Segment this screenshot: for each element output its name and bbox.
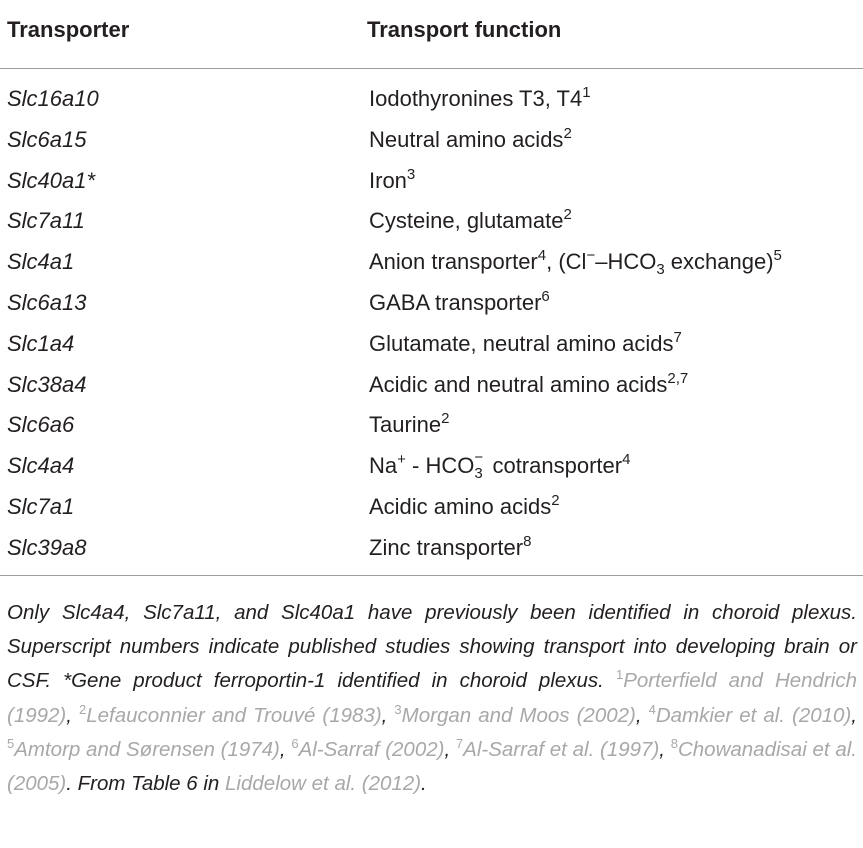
- transporter-name: Slc40a1*: [7, 167, 96, 193]
- transporter-name: Slc6a13: [7, 289, 87, 315]
- transporter-name: Slc16a10: [7, 86, 99, 111]
- transport-function: Zinc transporter$^8$: [369, 532, 532, 560]
- reference-link[interactable]: Lefauconnier and Trouvé (1983): [86, 703, 382, 727]
- table-row: [0, 123, 863, 164]
- table-row: [0, 449, 863, 490]
- table-row: [0, 164, 863, 205]
- table-body: [0, 82, 863, 572]
- transport-function: Anion transporter$^4$, ($Cl^--HCO_3$ exchange)$^5$: [369, 247, 782, 279]
- transporter-name: Slc1a4: [7, 330, 75, 356]
- table-row: [0, 82, 863, 123]
- transporter-name: Slc38a4: [7, 371, 87, 397]
- table-row: [0, 245, 863, 286]
- column-header-transporter: Transporter: [7, 17, 130, 42]
- table-row: [0, 368, 863, 409]
- column-header-function: Transport function: [367, 17, 562, 42]
- reference-link[interactable]: Porterfield and Hendrich (1992): [7, 669, 857, 727]
- reference-link[interactable]: Liddelow et al. (2012): [225, 772, 422, 796]
- header-rule: [0, 68, 863, 69]
- table-row: [0, 327, 863, 368]
- transporter-name: Slc4a4: [7, 453, 75, 479]
- transport-function: Cysteine, glutamate$^2$: [369, 206, 572, 234]
- table-row: [0, 531, 863, 572]
- reference-link[interactable]: Chowanadisai et al. (2005): [7, 737, 857, 796]
- transporter-name: Slc6a15: [7, 126, 87, 152]
- reference-link[interactable]: Amtorp and Sørensen (1974): [14, 737, 280, 761]
- transport-function: Na+ - HCO − 3 cotransporter$^4$: [369, 449, 631, 483]
- transport-function: Iodothyronines T3, $T4^1$: [369, 84, 591, 111]
- table-row: [0, 408, 863, 449]
- table-row: [0, 204, 863, 245]
- transport-function: Acidic amino acids$^2$: [369, 491, 560, 519]
- transport-function: Taurine$^2$: [369, 410, 450, 438]
- table-row: [0, 490, 863, 531]
- table-header: [0, 0, 863, 68]
- transporter-name: Slc7a1: [7, 493, 75, 519]
- reference-link[interactable]: Morgan and Moos (2002): [401, 703, 636, 727]
- transport-function: Glutamate, neutral amino acids$^7$: [369, 328, 682, 356]
- table-footnote: Only Slc4a4, Slc7a11, and Slc40a1 have previously been identified in choroid plexus. Superscript numbers indicate published studies showing transport into developing brain or CSF. *Gene product ferroportin-1 identified in choroid plexus. $^1$Porterfield and Hendrich (1992), $^2$Lefauconnier and Trouvé (1983), $^3$Morgan and Moos (2002), $^4$Damkier et al. (2010), $^5$Amtorp and Sørensen (1974), $^6$Al-Sarraf (2002), $^7$Al-Sarraf et al. (1997), $^8$Chowanadisai et al. (2005). From Table 6 in Liddelow et al. (2012).: [7, 601, 857, 796]
- transport-function: Acidic and neutral amino acids$^{2,7}$: [369, 369, 689, 397]
- reference-link[interactable]: Damkier et al. (2010): [655, 703, 852, 727]
- transporter-name: Slc39a8: [7, 534, 87, 560]
- transporter-name: Slc6a6: [7, 412, 75, 438]
- transport-function: GABA transporter$^6$: [369, 287, 550, 315]
- transporter-name: Slc7a11: [7, 208, 85, 234]
- reference-link[interactable]: Al-Sarraf (2002): [298, 737, 445, 761]
- transport-function: Neutral amino acids$^2$: [369, 124, 572, 152]
- reference-link[interactable]: Al-Sarraf et al. (1997): [463, 737, 660, 761]
- transport-function: Iron$^3$: [369, 165, 416, 193]
- transporter-name: Slc4a1: [7, 249, 75, 275]
- table-row: [0, 286, 863, 327]
- footer-rule: [0, 575, 863, 576]
